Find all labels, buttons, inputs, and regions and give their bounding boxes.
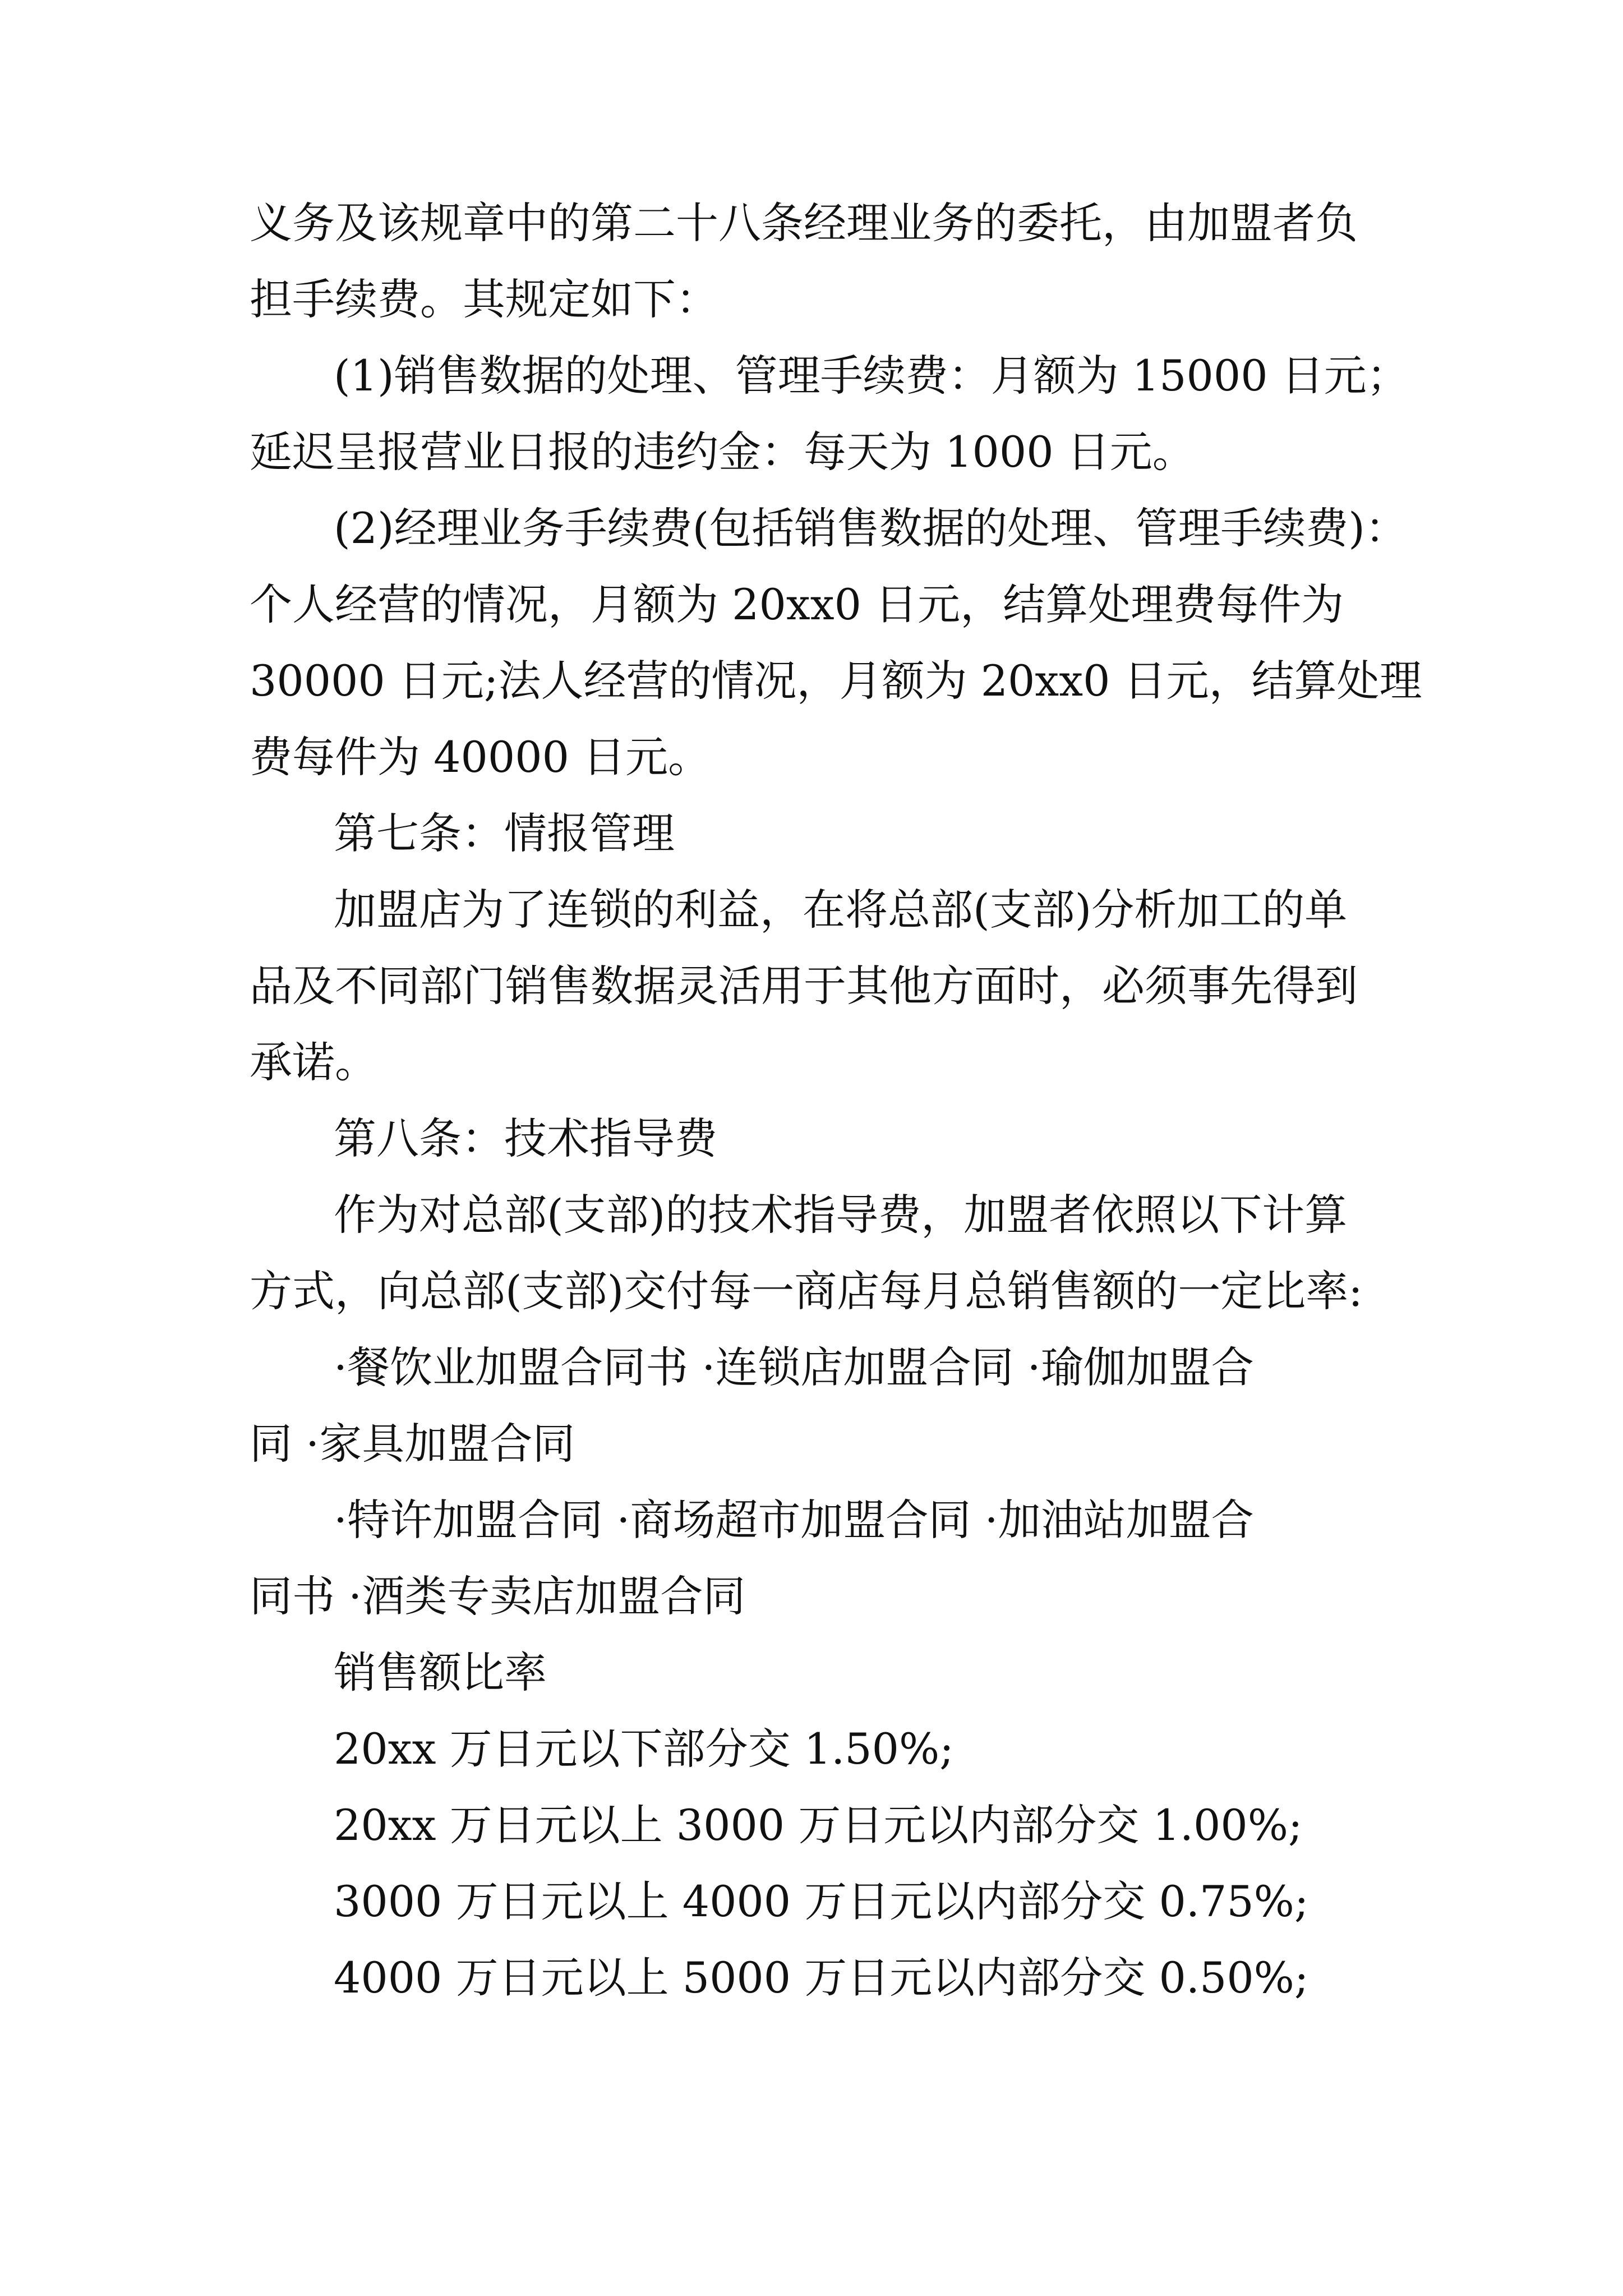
paragraph-line: (2)经理业务手续费(包括销售数据的处理、管理手续费)： bbox=[334, 503, 1408, 553]
paragraph-line: 费每件为 40000 日元。 bbox=[250, 732, 711, 782]
paragraph-line: 义务及该规章中的第二十八条经理业务的委托，由加盟者负 bbox=[250, 198, 1358, 248]
paragraph-line: 担手续费。其规定如下： bbox=[250, 274, 718, 324]
paragraph-line: 作为对总部(支部)的技术指导费，加盟者依照以下计算 bbox=[334, 1190, 1348, 1240]
rate-line: 20xx 万日元以下部分交 1.50%; bbox=[334, 1724, 954, 1774]
article-heading-7: 第七条：情报管理 bbox=[334, 808, 675, 858]
paragraph-line: 加盟店为了连锁的利益，在将总部(支部)分析加工的单 bbox=[334, 885, 1348, 935]
related-links-line: ·特许加盟合同 ·商场超市加盟合同 ·加油站加盟合 bbox=[334, 1495, 1254, 1545]
document-body bbox=[250, 185, 1422, 2016]
related-links-line: ·餐饮业加盟合同书 ·连锁店加盟合同 ·瑜伽加盟合 bbox=[334, 1342, 1254, 1392]
rate-line: 20xx 万日元以上 3000 万日元以内部分交 1.00%; bbox=[334, 1800, 1303, 1850]
article-heading-8: 第八条：技术指导费 bbox=[334, 1114, 717, 1163]
rate-table-heading: 销售额比率 bbox=[334, 1648, 547, 1697]
paragraph-line: 30000 日元;法人经营的情况，月额为 20xx0 日元，结算处理 bbox=[250, 656, 1422, 706]
rate-line: 4000 万日元以上 5000 万日元以内部分交 0.50%; bbox=[334, 1953, 1309, 2003]
paragraph-line: 品及不同部门销售数据灵活用于其他方面时，必须事先得到 bbox=[250, 961, 1358, 1011]
paragraph-line: 方式，向总部(支部)交付每一商店每月总销售额的一定比率: bbox=[250, 1266, 1363, 1316]
rate-line: 3000 万日元以上 4000 万日元以内部分交 0.75%; bbox=[334, 1876, 1309, 1926]
related-links-line: 同书 ·酒类专卖店加盟合同 bbox=[250, 1571, 746, 1621]
paragraph-line: (1)销售数据的处理、管理手续费：月额为 15000 日元； bbox=[334, 351, 1409, 401]
paragraph-line: 个人经营的情况，月额为 20xx0 日元，结算处理费每件为 bbox=[250, 579, 1344, 629]
paragraph-line: 延迟呈报营业日报的违约金：每天为 1000 日元。 bbox=[250, 427, 1195, 477]
paragraph-line: 承诺。 bbox=[250, 1037, 377, 1087]
related-links-line: 同 ·家具加盟合同 bbox=[250, 1419, 575, 1469]
